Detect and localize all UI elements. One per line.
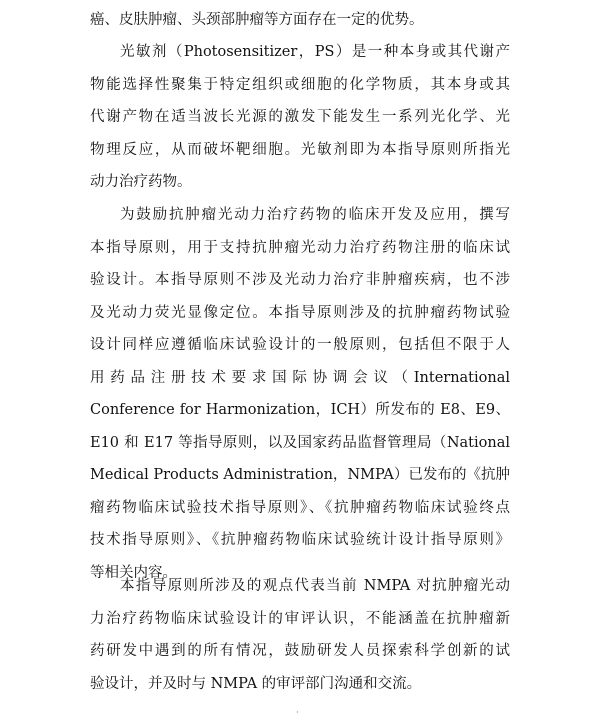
text-line: 设计同样应遵循临床试验设计的一般原则，包括但不限于人: [90, 337, 510, 353]
text-line: 物理反应，从而破坏靶细胞。光敏剂即为本指导原则所指光: [90, 141, 510, 158]
text-line: 验设计，并及时与 NMPA 的审评部门沟通和交流。: [90, 675, 422, 692]
text-line: 及光动力荧光显像定位。本指导原则涉及的抗肿瘤药物试验: [90, 304, 510, 321]
text-line: 药研发中遇到的所有情况，鼓励研发人员探索科学创新的试: [90, 643, 510, 659]
text-line: 代谢产物在适当波长光源的激发下能发生一系列光化学、光: [90, 109, 510, 125]
text-line: 为鼓励抗肿瘤光动力治疗药物的临床开发及应用，撰写: [120, 207, 510, 223]
text-line: 验设计。本指导原则不涉及光动力治疗非肿瘤疾病，也不涉: [90, 272, 510, 288]
text-line: 癌、皮肤肿瘤、头颈部肿瘤等方面存在一定的优势。: [90, 12, 424, 28]
text-line: 用药品注册技术要求国际协调会议（International: [90, 369, 510, 386]
text-line: 物能选择性聚集于特定组织或细胞的化学物质，其本身或其: [90, 76, 510, 93]
text-line: 技术指导原则》、《抗肿瘤药物临床试验统计设计指导原则》: [90, 532, 510, 548]
text-line: 光敏剂（Photosensitizer，PS）是一种本身或其代谢产: [120, 44, 510, 60]
text-line: 动力治疗药物。: [90, 174, 192, 190]
paragraph-scope: [90, 199, 510, 589]
text-line: Medical Products Administration，NMPA）已发布的《抗肿: [90, 467, 510, 483]
paragraph-continuation: [90, 4, 510, 37]
paragraph-nmpa-views: [90, 570, 510, 700]
page-number-mark: ·: [296, 708, 299, 717]
text-line: 瘤药物临床试验技术指导原则》、《抗肿瘤药物临床试验终点: [90, 499, 510, 516]
text-line: E10 和 E17 等指导原则，以及国家药品监督管理局（National: [90, 434, 510, 451]
text-line: Conference for Harmonization，ICH）所发布的 E8、E9、: [90, 402, 510, 418]
text-line: 本指导原则，用于支持抗肿瘤光动力治疗药物注册的临床试: [90, 239, 510, 256]
text-line: 等相关内容。: [90, 564, 177, 581]
paragraph-photosensitizer: [90, 36, 510, 199]
text-line: 本指导原则所涉及的观点代表当前 NMPA 对抗肿瘤光动: [120, 578, 510, 594]
text-line: 力治疗药物临床试验设计的审评认识，不能涵盖在抗肿瘤新: [90, 610, 510, 627]
